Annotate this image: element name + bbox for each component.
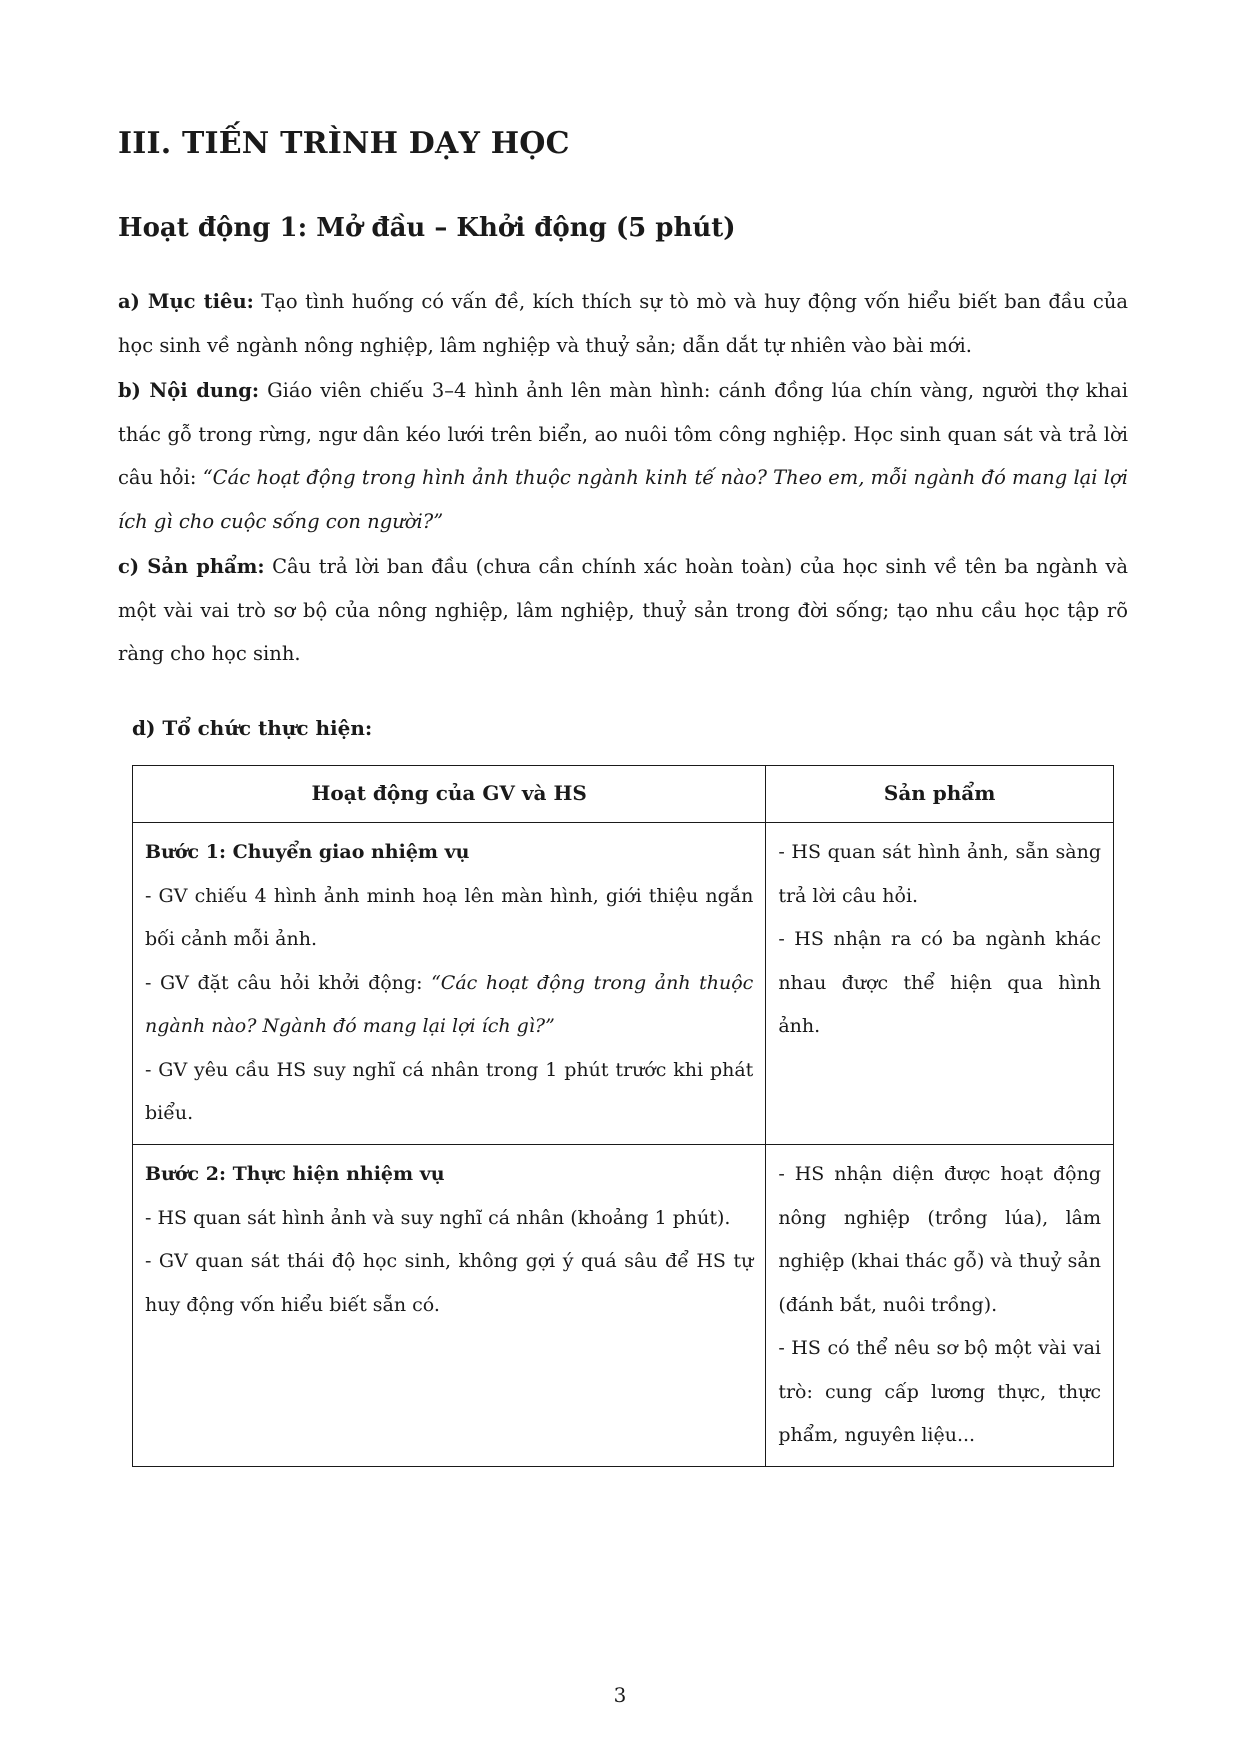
activity-line: - GV quan sát thái độ học sinh, không gợi ý quá sâu để HS tự huy động vốn hiểu biết sẵn có. bbox=[145, 1250, 754, 1316]
header-products: Sản phẩm bbox=[766, 766, 1114, 823]
products-cell bbox=[766, 1145, 1114, 1467]
content-paragraph bbox=[118, 369, 1128, 543]
product-text: Câu trả lời ban đầu (chưa cần chính xác hoàn toàn) của học sinh về tên ba ngành và một vài vai trò sơ bộ của nông nghiệp, lâm nghiệp, thuỷ sản trong đời sống; tạo nhu cầu học tập rõ ràng cho học sinh. bbox=[118, 555, 1128, 665]
activity-line: - GV yêu cầu HS suy nghĩ cá nhân trong 1 phút trước khi phát biểu. bbox=[145, 1058, 754, 1124]
product-label: c) Sản phẩm: bbox=[118, 555, 265, 578]
activity-quote: “Các hoạt động trong ảnh thuộc ngành nào? Ngành đó mang lại lợi ích gì?” bbox=[145, 971, 754, 1037]
content-text: Giáo viên chiếu 3–4 hình ảnh lên màn hình: cánh đồng lúa chín vàng, người thợ khai thác gỗ trong rừng, ngư dân kéo lưới trên biển, ao nuôi tôm công nghiệp. Học sinh quan sát và trả lời câu hỏi: bbox=[118, 379, 1128, 489]
implementation-table bbox=[132, 765, 1114, 1467]
activities-cell bbox=[133, 823, 766, 1145]
objective-paragraph bbox=[118, 280, 1128, 367]
product-line: - HS quan sát hình ảnh, sẵn sàng trả lời câu hỏi. bbox=[778, 841, 1101, 907]
organization-label: d) Tổ chức thực hiện: bbox=[132, 716, 373, 740]
activity-line: - GV chiếu 4 hình ảnh minh hoạ lên màn hình, giới thiệu ngắn bối cảnh mỗi ảnh. bbox=[145, 884, 754, 950]
step-title: Bước 1: Chuyển giao nhiệm vụ bbox=[145, 841, 470, 863]
header-activities: Hoạt động của GV và HS bbox=[133, 766, 766, 823]
product-line: - HS nhận ra có ba ngành khác nhau được thể hiện qua hình ảnh. bbox=[778, 928, 1101, 1037]
product-line: - HS có thể nêu sơ bộ một vài vai trò: cung cấp lương thực, thực phẩm, nguyên liệu... bbox=[778, 1337, 1101, 1446]
activity-line: - GV đặt câu hỏi khởi động: bbox=[145, 971, 432, 994]
products-cell bbox=[766, 823, 1114, 1145]
content-question: “Các hoạt động trong hình ảnh thuộc ngành kinh tế nào? Theo em, mỗi ngành đó mang lại lợi ích gì cho cuộc sống con người?” bbox=[118, 466, 1128, 533]
activity-line-with-quote bbox=[145, 962, 753, 1049]
activity-line: - HS quan sát hình ảnh và suy nghĩ cá nhân (khoảng 1 phút). bbox=[145, 1206, 731, 1229]
content-label: b) Nội dung: bbox=[118, 379, 260, 402]
activity-description bbox=[118, 280, 1128, 678]
table-header-row bbox=[133, 766, 1114, 823]
page-number: 3 bbox=[613, 1683, 627, 1707]
activity-title: Hoạt động 1: Mở đầu – Khởi động (5 phút) bbox=[118, 213, 736, 243]
objective-text: Tạo tình huống có vấn đề, kích thích sự tò mò và huy động vốn hiểu biết ban đầu của học sinh về ngành nông nghiệp, lâm nghiệp và thuỷ sản; dẫn dắt tự nhiên vào bài mới. bbox=[118, 290, 1128, 357]
activities-cell bbox=[133, 1145, 766, 1467]
step-title: Bước 2: Thực hiện nhiệm vụ bbox=[145, 1163, 445, 1185]
objective-label: a) Mục tiêu: bbox=[118, 290, 254, 313]
table-row bbox=[133, 823, 1114, 1145]
section-title: III. TIẾN TRÌNH DẠY HỌC bbox=[118, 126, 570, 161]
product-paragraph bbox=[118, 545, 1128, 676]
product-line: - HS nhận diện được hoạt động nông nghiệp (trồng lúa), lâm nghiệp (khai thác gỗ) và thuỷ sản (đánh bắt, nuôi trồng). bbox=[778, 1163, 1101, 1316]
table-row bbox=[133, 1145, 1114, 1467]
